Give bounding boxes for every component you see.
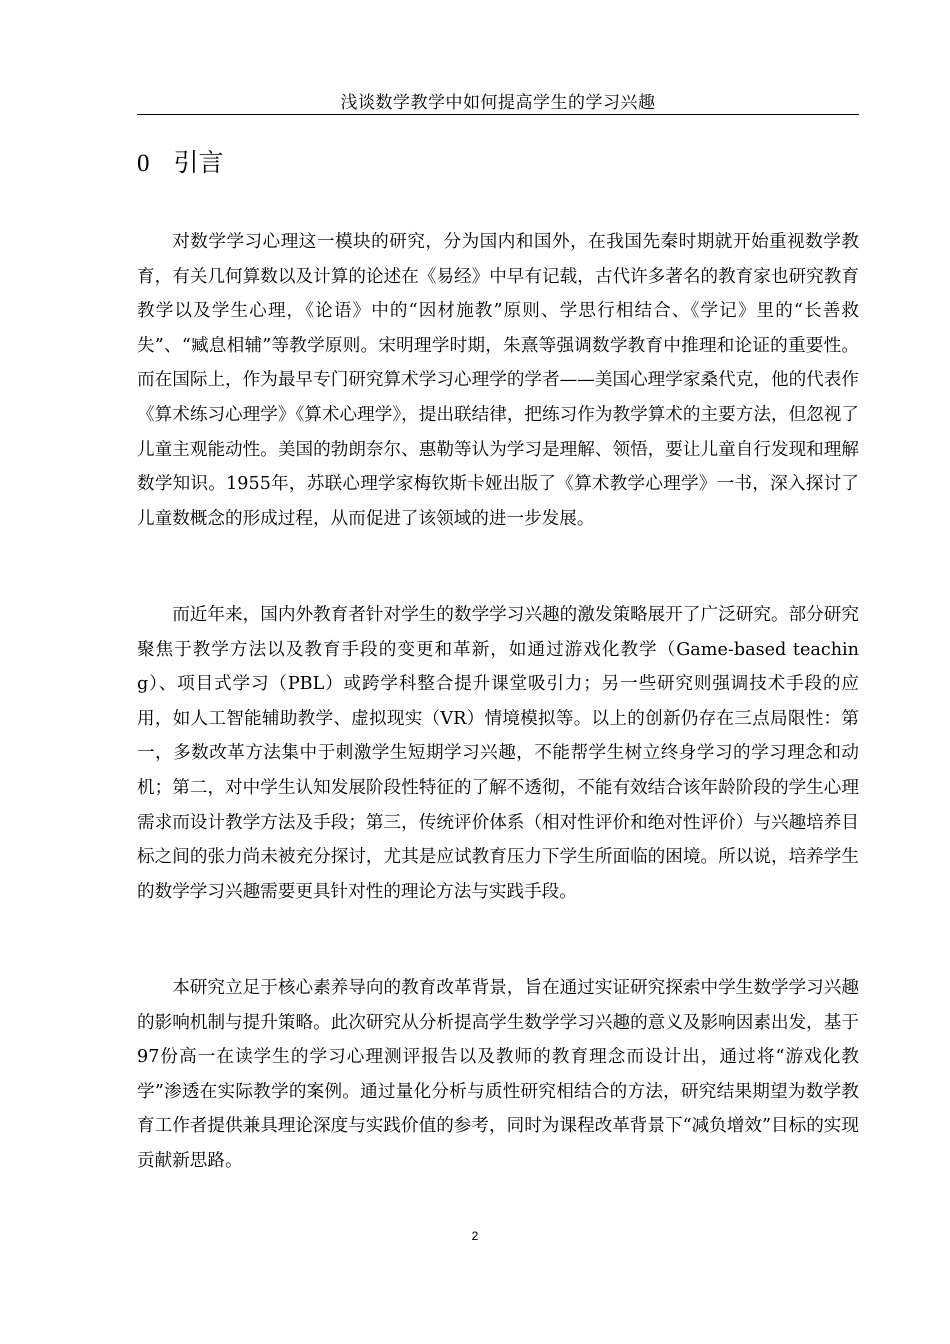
body-paragraph: 本研究立足于核心素养导向的教育改革背景，旨在通过实证研究探索中学生数学学习兴趣的影响机制与提升策略。此次研究从分析提高学生数学学习兴趣的意义及影响因素出发，基于97份高一在读学生的学习心理测评报告以及教师的教育理念而设计出，通过将“游戏化教学”渗透在实际教学的案例。通过量化分析与质性研究相结合的方法，研究结果期望为数学教育工作者提供兼具理论深度与实践价值的参考，同时为课程改革背景下“减负增效”目标的实现贡献新思路。 <box>137 978 859 1171</box>
page-number: 2 <box>471 1229 479 1243</box>
section-title: 引言 <box>173 148 224 177</box>
body-paragraph: 而近年来，国内外教育者针对学生的数学学习兴趣的激发策略展开了广泛研究。部分研究聚焦于教学方法以及教育手段的变更和革新，如通过游戏化教学（Game-based teaching）、项目式学习（PBL）或跨学科整合提升课堂吸引力；另一些研究则强调技术手段的应用，如人工智能辅助教学、虚拟现实（VR）情境模拟等。以上的创新仍存在三点局限性：第一，多数改革方法集中于刺激学生短期学习兴趣，不能帮学生树立终身学习的学习理念和动机；第二，对中学生认知发展阶段性特征的了解不透彻，不能有效结合该年龄阶段的学生心理需求而设计教学方法及手段；第三，传统评价体系（相对性评价和绝对性评价）与兴趣培养目标之间的张力尚未被充分探讨，尤其是应试教育压力下学生所面临的困境。所以说，培养学生的数学学习兴趣需要更具针对性的理论方法与实践手段。 <box>137 605 859 902</box>
running-header-title: 浅谈数学教学中如何提高学生的学习兴趣 <box>340 93 656 113</box>
header-divider <box>137 114 859 115</box>
section-number: 0 <box>137 150 150 177</box>
section-heading <box>137 145 223 182</box>
body-paragraph: 对数学学习心理这一模块的研究，分为国内和国外，在我国先秦时期就开始重视数学教育，有关几何算数以及计算的论述在《易经》中早有记载，古代许多著名的教育家也研究教育教学以及学生心理，《论语》中的“因材施教”原则、学思行相结合、《学记》里的“长善救失”、“臧息相辅”等教学原则。宋明理学时期，朱熹等强调数学教育中推理和论证的重要性。而在国际上，作为最早专门研究算术学习心理学的学者——美国心理学家桑代克，他的代表作《算术练习心理学》《算术心理学》，提出联结律，把练习作为教学算术的主要方法，但忽视了儿童主观能动性。美国的勃朗奈尔、惠勒等认为学习是理解、领悟，要让儿童自行发现和理解数学知识。1955年，苏联心理学家梅钦斯卡娅出版了《算术教学心理学》一书，深入探讨了儿童数概念的形成过程，从而促进了该领域的进一步发展。 <box>137 232 859 529</box>
